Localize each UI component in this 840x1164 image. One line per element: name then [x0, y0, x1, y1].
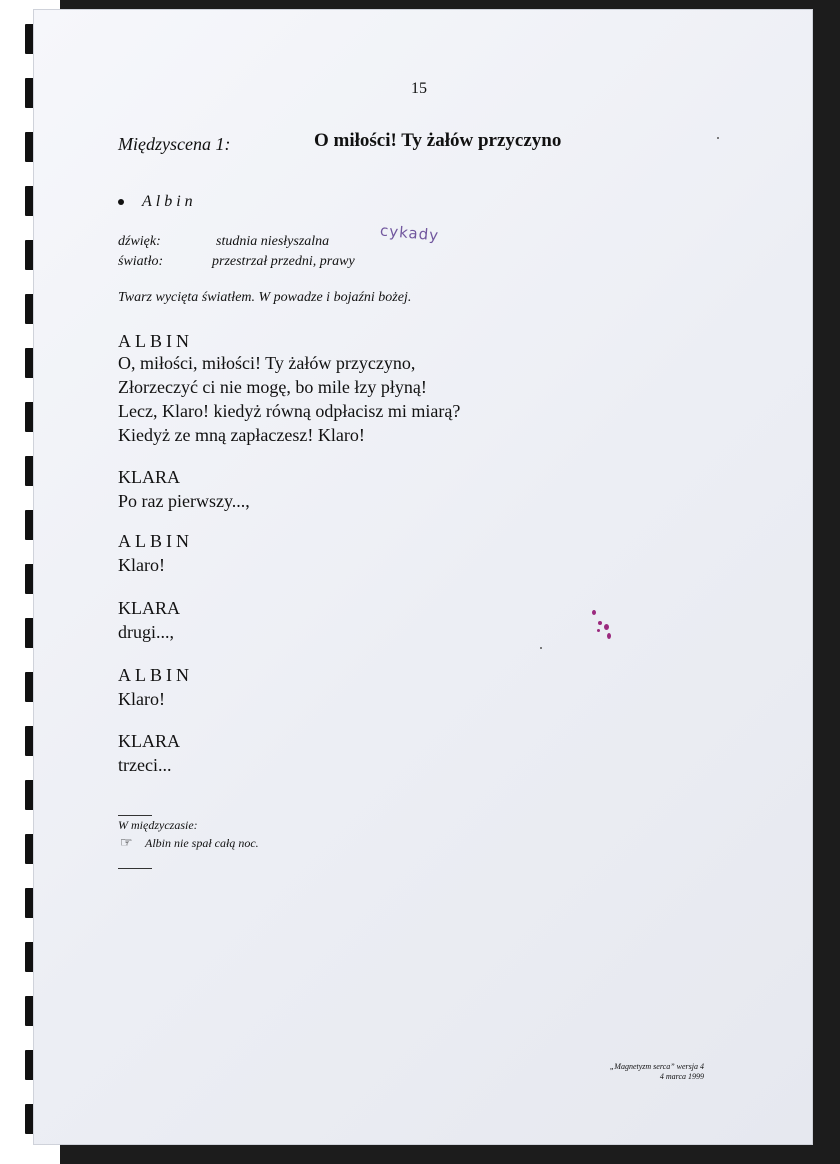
ink-stain	[604, 624, 609, 630]
pointing-hand-icon: ☞	[120, 836, 133, 851]
footnote-separator	[118, 815, 152, 816]
dialogue-line: O, miłości, miłości! Ty żałów przyczyno,	[118, 353, 416, 373]
light-cue-label: światło:	[118, 254, 164, 269]
paper-speck	[540, 647, 542, 649]
character-name: Albin	[142, 193, 197, 210]
ink-stain	[598, 621, 602, 625]
dialogue-line: drugi...,	[118, 622, 174, 642]
sound-cue-value: studnia niesłyszalna	[216, 234, 330, 249]
document-page	[34, 10, 812, 1144]
scene-title: O miłości! Ty żałów przyczyno	[314, 130, 562, 151]
scene-label: Międzyscena 1:	[118, 134, 231, 154]
stage-direction: Twarz wycięta światłem. W powadze i bojaźni bożej.	[118, 290, 412, 305]
page-number: 15	[411, 80, 427, 97]
speaker-name: ALBIN	[118, 665, 193, 685]
light-cue-value: przestrzał przedni, prawy	[212, 254, 355, 269]
dialogue-line: Lecz, Klaro! kiedyż równą odpłacisz mi miarą?	[118, 401, 461, 421]
paper-speck	[717, 137, 719, 139]
character-bullet	[118, 193, 197, 211]
dialogue-line: Klaro!	[118, 689, 165, 709]
bullet-icon	[118, 199, 124, 205]
ink-stain	[607, 633, 611, 639]
handwritten-note: cykady	[379, 221, 440, 245]
dialogue-line: Kiedyż ze mną zapłaczesz! Klaro!	[118, 425, 365, 445]
speaker-name: ALBIN	[118, 531, 193, 551]
speaker-name: ALBIN	[118, 331, 193, 351]
dialogue-line: Złorzeczyć ci nie mogę, bo mile łzy płyną!	[118, 377, 427, 397]
speaker-name: KLARA	[118, 467, 180, 487]
sound-cue-label: dźwięk:	[118, 234, 161, 249]
footer-date: 4 marca 1999	[659, 1072, 704, 1081]
footer-version: „Magnetyzm serca” wersja 4	[609, 1062, 704, 1071]
footnote-heading: W międzyczasie:	[118, 818, 198, 832]
footnote-end-separator	[118, 868, 152, 869]
speaker-name: KLARA	[118, 731, 180, 751]
speaker-name: KLARA	[118, 598, 180, 618]
dialogue-line: Klaro!	[118, 555, 165, 575]
ink-stain	[592, 610, 596, 615]
dialogue-line: Po raz pierwszy...,	[118, 491, 250, 511]
dialogue-line: trzeci...	[118, 755, 172, 775]
ink-stain	[597, 629, 600, 632]
footnote-text: Albin nie spał całą noc.	[145, 836, 259, 850]
